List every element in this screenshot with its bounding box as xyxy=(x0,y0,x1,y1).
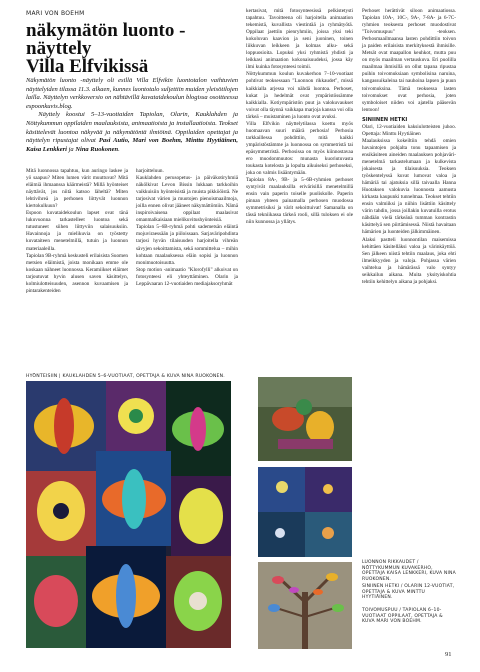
title-line-1: näkymätön luonto -näyttely xyxy=(26,20,186,59)
col4-p1: Perhoset herättivät siloon animaatiossa. Tapiolan 10A-, 10C-, 9A-, 7-8A- ja 6-7C-ryhmien teoksesta perhoset muodostivat "Toivomuspuu" -teoksen. Perhosmaailmaansa lasten pohdittiin toivon ja paiden erilaisista merkityksestä ihmisille. Metsät ovat maapallon keuhkot, mutta puu on myös maailman vertauskuva. Eri puolilla maailmaa ihmisillä on ollut tapana ripustaa puihin toivomuksiaan symbolisina naruina, kangassuikaleina tai nauhoina lapsen ja puun toivomuksina. Tämä teoksessa lasten toivomukset ovat perhosia, joten symboloiset niiden voi ajatella pääsevän lentoon! xyxy=(362,8,456,113)
col2-p2: Kauklahden perusopetus- ja päiväkotiryhmiä näkölkivat Levon Bissin lukkaan tarkkoihin vaikkuisiin hyönteisistä ja muista pikkööistä. Ne tarjosivat värien ja muotojen pienoismaailmoja, joilla ennen olivat jääneet näkymättömiin. Nämä inspiroivaisena oppilaat maalasivat omanmalkaisiaan mielikuvitushyönteisiä. xyxy=(136,175,238,224)
title-line-2: Villa Elfvikissä xyxy=(26,56,149,77)
lead-teacher-last: Nina Ruokonen xyxy=(75,145,119,153)
col1-p2: Espoon kuvataidekoulun lapset ovat tänä lukuvuonna tarkastelleet luontoa sekä tutustuneet siihen liittyviin salaisuuksiin. Havainnoja ja mielikuvia on työstetty kuvataiteen menetelmillä, tutuin ja luonnon materiaaleilla. xyxy=(26,210,128,252)
insect-paintings-photo xyxy=(26,381,231,648)
siniinen-hetki-photo xyxy=(258,467,352,557)
hanging-artwork-illustration xyxy=(258,377,352,461)
lead-p2-end: . xyxy=(118,145,120,153)
subheading-siniinen-hetki: SINIINEN HETKI xyxy=(362,116,408,123)
col2-p1: harjoitteluun. xyxy=(136,168,164,174)
col1-p1: Mitä luonnossa tapahtuu, kun auringo laskee ja yö saapuu? Miten lumen värit muuttuvat? Mitä eläimiä ihmaanssa käärmeistä? Millä hyönteiset näyttävät, jos niitä katsoo läheltä? Miten lehtivihreä ja perhonen liittyvät luonnon kiertokulkuun? xyxy=(26,168,128,210)
col4-p4: Alaksi pastteli luonnontilan maisemissa kehittäen käsitelläksi valoa ja värinkäyttöä. Sen jälkeen niistä tehtiin maalaus, joka ehti ilmeikkyyden ja valoja. Pohjassa värien vaihtelua ja hämärässä valo syntyy seikkailun aikana. Muita yksityiskohtia tehtiin kehittelyn aikana ja pohjaksi. xyxy=(362,236,456,285)
col1-p3: Tapiolan 9B-ryhmä keskusteli erilaisista Suomen metsien eläimistä, joista monikaan emme ole koskaan nähneet luonnossa. Keramiikset eläimet tarjoutuvat hyvin alusen saven käsittelyn, kolmiulotteisuuden, asennon kuvaamisen ja pintarakenteiden xyxy=(26,252,128,294)
body-column-1 xyxy=(26,168,128,295)
blue-hour-painting-illustration xyxy=(258,467,352,557)
toivomuspuu-photo xyxy=(258,562,352,649)
col2-p4: Stop motion -animaatio "Klorofylli" alkoivat on fotosynteesi eli yhteyttäminen. Olarin ja Leppävaaran 12-vuotiaiden mediajaksoryhmät xyxy=(136,266,238,287)
col2-p3: Tapiolan 5–6B-ryhmä pohti sademetsän eläintä mojuviraessään ja piiloissaan. Sarjaväripohdinta tarjosi hyvän tilaisuuden harjoitella vihreän sävyjen sekoittamista, sekä sommittelua – mihin kohtaan maalauksessa eläin sopisi ja luonnon monimuotoisuutta. xyxy=(136,224,238,266)
lead-p2 xyxy=(26,111,238,154)
lead-p2-text: Näyttely koostui 5–13-vuotiaiden Tapiolan, Olarin, Kauklahden ja Nöttykummun oppilaiden maalauksista, animaatioista ja installaatioista. Teokset käsittelevät luontoa näkyvää ja näkymätöntä ilmiöinä. Oppilaiden opettajat ja näyttelyn ripustajat olivat xyxy=(26,111,238,145)
lead-p1: Näkymätön luonto -näyttely oli esillä Villa Elfvikin luontotalon vaihtuvien näyttelyiden tilassa 11.3. alkaen, kunnes luontotalo suljettiin muiden yleisötilojen lailla. Näyttelyn verkkoversio on nähtävillä kuvataidekoulun blogissa osoitteessa espoonkuvis.blog. xyxy=(26,77,238,110)
caption-luonnon-rikkaudet: LUONNON RIKKAUDET / NÖTTYKUMMUN KUVAKERHO, OPETTAJA KAISA LENKKERI, KUVA NINA RUOKONEN. xyxy=(362,560,456,582)
body-column-3 xyxy=(246,8,353,226)
body-column-4 xyxy=(362,8,456,286)
byline: MARI VON BOEHM xyxy=(26,10,85,17)
col3-p3: Villa Elfvikin näyttelytilassa koettu myös huomaavan suuri määrä perhosia! Perhosia tarkkaillessa pohdittiin, mitä kaikki ympäristöstämme ja luonnossa on symmetristä tai epäsymmetristä. Perhosissa on myös kiinnostavaa ero muodonmuutos: munasta kuoriutuvasta toukasta kotelosta ja lopulta aikuiseksi perhoseksi, joka on valmis lisääntymään. xyxy=(246,120,353,177)
lead-paragraph xyxy=(26,77,238,154)
col3-p2: Nöttykummun koulun kuvakerhon 7–10-vuotiaat pohtivat teoksessaan "Luonnon rikkaudet", missä kaikkialla arjessa voi nähdä luontoa. Perhoset, kukat ja hedelmät ovat ympäristössämme kaikkialla. Kotiympäristön puut ja valokuvaukset voivat olla täynnä vaikkapa marjoja kanssa voi olla tärkeä – muistaminen ja luonto ovat avuksi. xyxy=(246,71,353,120)
col3-p4: Tapiolan 8A-, 9B- ja 5–6B-ryhmien perhoset syntyivät maalauksilla erivärisillä menetelmillä ensin vain paperin toiselle puoliskolle. Paperin pinnan yhteen painamalla perhosen muodossa symmetrisiksi ja värit sekoittuivat! Samanalla on tässä tekniikassa tärkeä rooli, sillä tuloksen ei ole niin kunnossa ja yllätys. xyxy=(246,177,353,226)
body-column-2 xyxy=(136,168,238,288)
insect-paintings-illustration xyxy=(26,381,231,648)
main-photo-caption: HYÖNTEISIIN | KAUKLAHDEN 5–6-VUOTIAAT, OPETTAJA & KUVA NINA RUOKONEN. xyxy=(26,374,225,379)
col3-p1: kertasivat, mitä fotosynteesissä pelkistetysti tapahtuu. Tavoitteena oli harjoitella animaation tekemistä, kuvallista viestintää ja ryhmätyötä. Oppilaat jaettiin pienryhmiin, joissa yksi teki kokoluvan kaavion ja seni juoninen, toinen liikkuvan leikkeen ja kolmas alku- sekä loppuosioita. Lopuksi yksi ryhmistä yhdisti ja leikkasi animaation kokonaisuudeksi, jossa käy ilmi kuinka fotosynteesi toimii. xyxy=(246,8,353,71)
lead-teachers: Pasi Autio, Mari von Boehm, Minttu Hyytiäinen, Kaisa Lenkkeri xyxy=(26,137,238,153)
luonnon-rikkaudet-photo xyxy=(258,377,352,461)
article-title xyxy=(26,22,238,76)
wishing-tree-illustration xyxy=(258,562,352,649)
col4-p2: Olari, 12-vuotiaiden kaksiulotteisten juhoo. Opettaja: Minttu Hyytiäinen xyxy=(362,123,456,137)
caption-toivomuspuu: TOIVOMUSPUU / TAPIOLAN 6–10-VUOTIAAT OPPILAAT, OPETTAJA & KUVA MARI VON BOEHM. xyxy=(362,608,443,625)
lead-p2-and: ja xyxy=(67,145,76,153)
caption-siniinen-hetki: SINIINEN HETKI / OLARIN 12-VUOTIAT, OPETTAJA & KUVA MINTTU HYYTIÄINEN. xyxy=(362,584,455,601)
page-number: 91 xyxy=(445,651,452,658)
col4-p3: Maalauksissa kokeiltiin tehdä omien havaintojen pohjalta tonu tapaamisen ja ensikäsiteen aineiden maalauksen pohjaväri-menetelmä tarkastelumaan ja kulkevista jokaisesta ja tilaisuuksia. Teoksen työskentelyssä kuvat lumovat valoa ja hämäriä tai ajatuksia sillä taivaalla Hanna Huotaksen valokuvia luonnosta aamusta kirkasta kaupunki tunnelmaa. Teokset tehtiin ensin valmiiksi ja niihin lisättiin käsittely värin tahdin, jossa joillakin kuvatuilla erotus nähdään vielä tärkeänä tumman kontrastin käsittelyä sen piirtämisessä. Niistä havaitaan hämärien ja luonteiden jälkimmäinen. xyxy=(362,137,456,236)
